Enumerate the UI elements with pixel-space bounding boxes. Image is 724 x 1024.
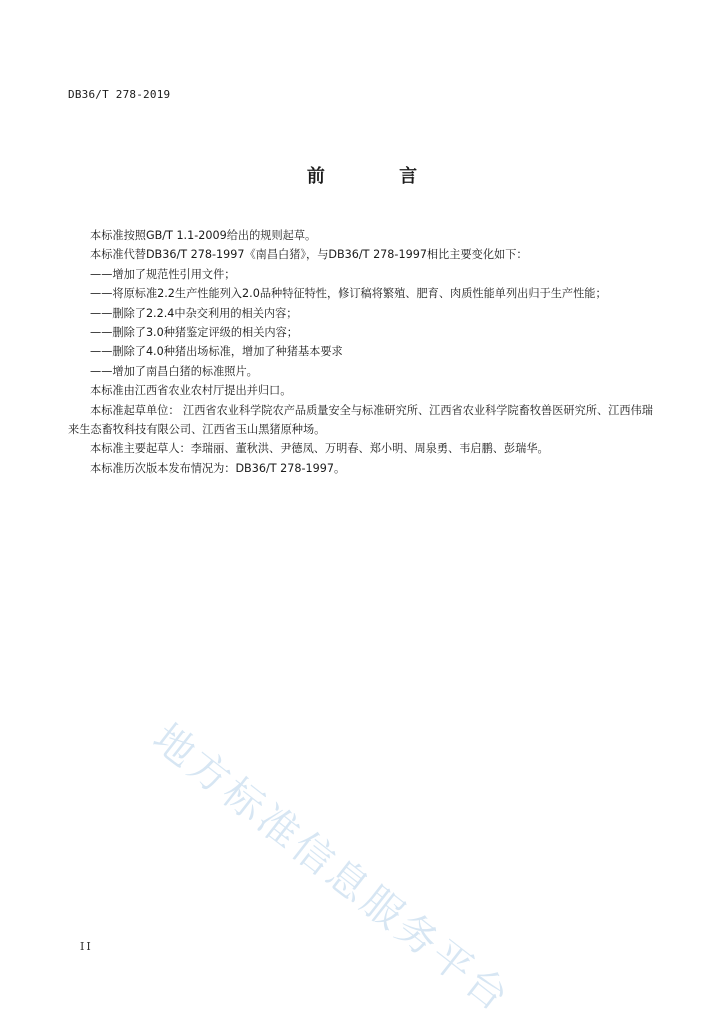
document-code: DB36/T 278-2019 bbox=[68, 88, 171, 101]
paragraph: ——删除了3.0种猪鉴定评级的相关内容； bbox=[90, 326, 298, 340]
paragraph: 本标准历次版本发布情况为：DB36/T 278-1997。 bbox=[90, 461, 346, 475]
paragraph: 本标准代替DB36/T 278-1997《南昌白猪》，与DB36/T 278-1997相比主要变化如下： bbox=[90, 248, 528, 262]
page-number: II bbox=[80, 940, 93, 953]
foreword-body bbox=[68, 226, 658, 478]
paragraph: 本标准按照GB/T 1.1-2009给出的规则起草。 bbox=[90, 229, 317, 242]
page-title: 前 言 bbox=[306, 166, 452, 187]
paragraph: 本标准由江西省农业农村厅提出并归口。 bbox=[90, 384, 292, 398]
watermark: 地方标准信息服务平台 bbox=[144, 715, 520, 1023]
paragraph: 本标准起草单位： 江西省农业科学院农产品质量安全与标准研究所、江西省农业科学院畜牧兽医研究所、江西伟瑞来生态畜牧科技有限公司、江西省玉山黑猪原种场。 bbox=[68, 403, 653, 437]
paragraph: 本标准主要起草人：李瑞丽、董秋洪、尹德凤、万明春、郑小明、周泉勇、韦启鹏、彭瑞华。 bbox=[90, 442, 549, 456]
paragraph: ——删除了2.2.4中杂交利用的相关内容； bbox=[90, 306, 298, 320]
paragraph: ——增加了南昌白猪的标准照片。 bbox=[90, 364, 258, 378]
paragraph: ——删除了4.0种猪出场标准，增加了种猪基本要求 bbox=[90, 345, 343, 359]
paragraph: ——将原标准2.2生产性能列入2.0品种特征特性，修订稿将繁殖、肥育、肉质性能单列出归于生产性能； bbox=[90, 287, 607, 301]
paragraph: ——增加了规范性引用文件； bbox=[90, 267, 236, 281]
